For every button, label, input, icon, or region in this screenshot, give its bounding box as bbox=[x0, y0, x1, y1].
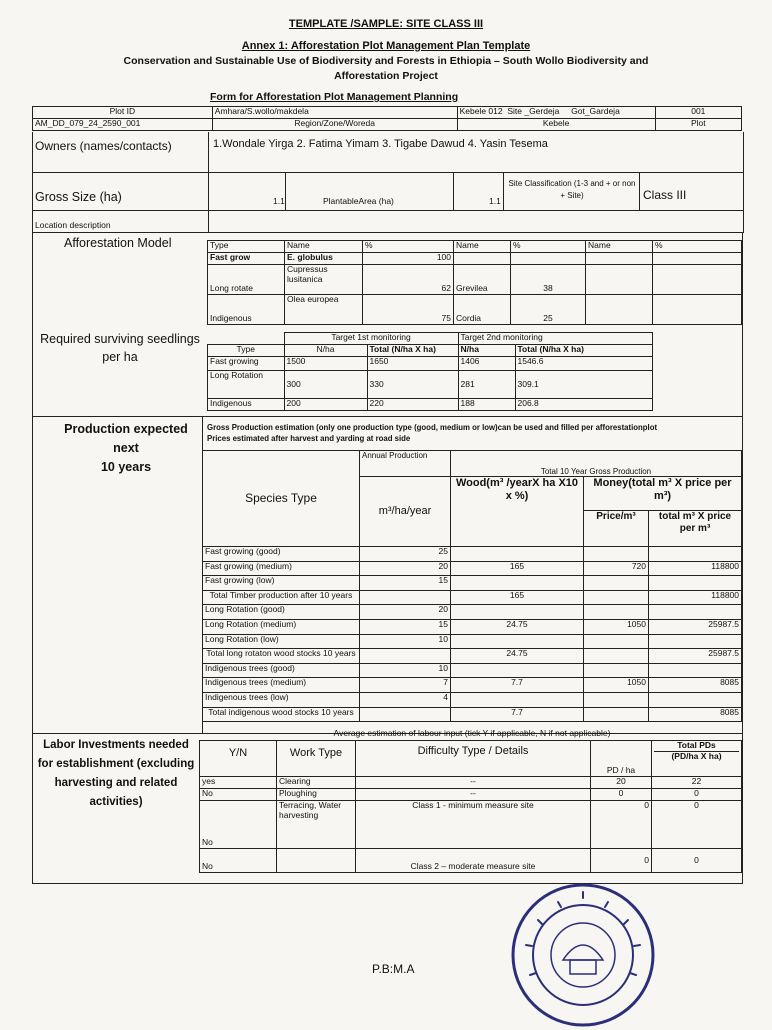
labor-row-yn: No bbox=[200, 789, 277, 801]
target1-label: Target 1st monitoring bbox=[284, 333, 458, 345]
model-row-name: E. globulus bbox=[285, 253, 363, 265]
region-label: Region/Zone/Woreda bbox=[212, 119, 457, 131]
labor-row-diff: Class 2 – moderate measure site bbox=[356, 849, 591, 873]
labor-row-pd: 0 bbox=[591, 789, 652, 801]
annex-title: Annex 1: Afforestation Plot Management Plan Template bbox=[241, 40, 531, 52]
production-cell-wood bbox=[451, 576, 584, 591]
labor-row-pd: 0 bbox=[591, 849, 652, 873]
seed-row-t1: 1650 bbox=[367, 357, 458, 371]
gross-size-value: 1.1 bbox=[273, 196, 285, 206]
location-label: Location description bbox=[35, 220, 111, 230]
seed-row-n1: 300 bbox=[284, 371, 367, 399]
production-cell-money bbox=[649, 576, 742, 591]
production-cell-label: Indigenous trees (good) bbox=[203, 663, 360, 678]
model-row-type: Long rotate bbox=[208, 265, 285, 295]
production-cell-money bbox=[649, 547, 742, 562]
production-row bbox=[203, 605, 742, 620]
model-h-pct3: % bbox=[653, 241, 742, 253]
production-cell-price bbox=[584, 634, 649, 649]
form-title: Form for Afforestation Plot Management Planning bbox=[210, 91, 459, 103]
production-cell-label: Long Rotation (good) bbox=[203, 605, 360, 620]
money-header: Money(total m³ X price per m³) bbox=[584, 477, 742, 511]
production-row bbox=[203, 663, 742, 678]
labor-row-pd: 0 bbox=[591, 801, 652, 849]
total-price-header: total m³ X price per m³ bbox=[649, 511, 742, 547]
site-class-label: Site Classification (1-3 and + or non + Site) bbox=[508, 179, 636, 200]
production-cell-label: Long Rotation (low) bbox=[203, 634, 360, 649]
seed-h-total: Total (N/ha X ha) bbox=[367, 345, 458, 357]
production-row bbox=[203, 576, 742, 591]
labor-h-total-main: Total PDs bbox=[677, 740, 716, 750]
production-cell-money: 25987.5 bbox=[649, 649, 742, 664]
labor-row-total: 0 bbox=[652, 849, 742, 873]
production-cell-annual: 20 bbox=[360, 605, 451, 620]
production-row bbox=[203, 619, 742, 634]
production-cell-label: Fast growing (low) bbox=[203, 576, 360, 591]
species-type-header: Species Type bbox=[203, 451, 360, 547]
production-cell-annual: 15 bbox=[360, 576, 451, 591]
project-line-1: Conservation and Sustainable Use of Biodiversity and Forests in Ethiopia – South Wollo Biodiversity and bbox=[123, 55, 649, 67]
seed-row-t2: 1546.6 bbox=[515, 357, 652, 371]
kebele-site-cell: Kebele 012 Site _Gerdeja Got_Gardeja bbox=[457, 107, 655, 119]
production-cell-wood: 165 bbox=[451, 590, 584, 605]
seed-h-total2: Total (N/ha X ha) bbox=[515, 345, 652, 357]
page-footer: P.B:M.A bbox=[372, 962, 415, 976]
site-class-value: Class III bbox=[643, 188, 687, 202]
seed-row-t2: 309.1 bbox=[515, 371, 652, 399]
location-box bbox=[32, 210, 744, 233]
production-cell-annual: 20 bbox=[360, 561, 451, 576]
labor-h-total-sub: (PD/ha X ha) bbox=[654, 751, 739, 762]
model-row-name2 bbox=[454, 253, 511, 265]
production-cell-wood bbox=[451, 605, 584, 620]
production-label-2: next bbox=[113, 441, 139, 455]
labor-h-diff: Difficulty Type / Details bbox=[356, 741, 591, 777]
seed-row-t1: 330 bbox=[367, 371, 458, 399]
production-cell-annual: 10 bbox=[360, 663, 451, 678]
production-cell-money: 8085 bbox=[649, 707, 742, 722]
labor-row-yn: yes bbox=[200, 777, 277, 789]
production-cell-money bbox=[649, 663, 742, 678]
production-cell-wood: 7.7 bbox=[451, 707, 584, 722]
seed-row-t1: 220 bbox=[367, 399, 458, 411]
labor-table bbox=[199, 740, 742, 873]
seed-row-n2: 281 bbox=[458, 371, 515, 399]
labor-h-total bbox=[652, 741, 742, 777]
labor-row-diff: Class 1 - minimum measure site bbox=[356, 801, 591, 849]
labor-h-yn: Y/N bbox=[200, 741, 277, 777]
seed-h-nha2: N/ha bbox=[458, 345, 515, 357]
production-cell-price bbox=[584, 576, 649, 591]
model-row-name: Cupressus lusitanica bbox=[285, 265, 363, 295]
kebele-label: Kebele bbox=[457, 119, 655, 131]
production-cell-price bbox=[584, 663, 649, 678]
seed-h-type: Type bbox=[208, 345, 285, 357]
labor-row-yn: No bbox=[200, 801, 277, 849]
model-h-name3: Name bbox=[586, 241, 653, 253]
owners-box bbox=[32, 132, 744, 173]
production-label bbox=[46, 420, 206, 477]
production-row bbox=[203, 692, 742, 707]
labor-row-total: 0 bbox=[652, 789, 742, 801]
official-stamp-icon bbox=[508, 880, 658, 1030]
production-cell-price: 720 bbox=[584, 561, 649, 576]
plantable-value: 1.1 bbox=[489, 196, 501, 206]
production-cell-annual bbox=[360, 707, 451, 722]
labor-row-work: Clearing bbox=[277, 777, 356, 789]
model-h-name2: Name bbox=[454, 241, 511, 253]
model-h-pct1: % bbox=[363, 241, 454, 253]
production-cell-money bbox=[649, 605, 742, 620]
production-label-1: Production expected bbox=[64, 422, 188, 436]
region-value: Amhara/S.wollo/makdela bbox=[212, 107, 457, 119]
seed-row-n1: 1500 bbox=[284, 357, 367, 371]
production-cell-money bbox=[649, 634, 742, 649]
production-cell-annual: 25 bbox=[360, 547, 451, 562]
production-cell-label: Total Timber production after 10 years bbox=[203, 590, 360, 605]
production-label-3: 10 years bbox=[100, 460, 152, 474]
labor-row-pd: 20 bbox=[591, 777, 652, 789]
annual-production-header: Annual Production bbox=[360, 451, 451, 477]
seed-row-type: Indigenous bbox=[208, 399, 285, 411]
labor-h-work: Work Type bbox=[277, 741, 356, 777]
production-table bbox=[202, 450, 742, 722]
model-h-pct2: % bbox=[511, 241, 586, 253]
model-row-pct2 bbox=[511, 253, 586, 265]
production-cell-wood: 24.75 bbox=[451, 619, 584, 634]
production-note: Gross Production estimation (only one production type (good, medium or low)can be used and filled per afforestationplot Prices estimated after harvest and yarding at road side bbox=[207, 423, 658, 443]
seed-row-type: Long Rotation bbox=[208, 371, 285, 399]
model-row-type: Fast grow bbox=[208, 253, 285, 265]
plantable-label: PlantableArea (ha) bbox=[323, 196, 394, 206]
model-row-pct2: 25 bbox=[511, 295, 586, 325]
production-row bbox=[203, 634, 742, 649]
production-cell-wood: 24.75 bbox=[451, 649, 584, 664]
project-line-2: Afforestation Project bbox=[334, 70, 438, 82]
model-label: Afforestation Model bbox=[64, 236, 172, 250]
labor-row-diff: -- bbox=[356, 789, 591, 801]
model-h-type: Type bbox=[208, 241, 285, 253]
production-cell-price bbox=[584, 590, 649, 605]
production-cell-wood: 165 bbox=[451, 561, 584, 576]
production-cell-wood: 7.7 bbox=[451, 678, 584, 693]
production-cell-label: Indigenous trees (medium) bbox=[203, 678, 360, 693]
production-cell-price: 1050 bbox=[584, 678, 649, 693]
seed-row-t2: 206.8 bbox=[515, 399, 652, 411]
model-h-name1: Name bbox=[285, 241, 363, 253]
model-row-pct: 100 bbox=[363, 253, 454, 265]
plot-no: 001 bbox=[655, 107, 741, 119]
labor-avg-note: Average estimation of labour input (tick Y if applicable, N if not applicable) bbox=[333, 728, 611, 738]
production-cell-price bbox=[584, 547, 649, 562]
model-row-name2: Cordia bbox=[454, 295, 511, 325]
model-table bbox=[207, 240, 742, 325]
production-row bbox=[203, 547, 742, 562]
production-cell-label: Fast growing (medium) bbox=[203, 561, 360, 576]
seed-row-n1: 200 bbox=[284, 399, 367, 411]
production-cell-label: Long Rotation (medium) bbox=[203, 619, 360, 634]
labor-row-yn: No bbox=[200, 849, 277, 873]
production-cell-annual: 15 bbox=[360, 619, 451, 634]
owners-label: Owners (names/contacts) bbox=[35, 139, 172, 153]
production-cell-wood bbox=[451, 663, 584, 678]
production-cell-money: 25987.5 bbox=[649, 619, 742, 634]
production-cell-label: Total long rotaton wood stocks 10 years bbox=[203, 649, 360, 664]
production-cell-annual bbox=[360, 649, 451, 664]
model-row-pct: 75 bbox=[363, 295, 454, 325]
plot-id-label: Plot ID bbox=[33, 107, 213, 119]
production-cell-label: Fast growing (good) bbox=[203, 547, 360, 562]
target2-label: Target 2nd monitoring bbox=[458, 333, 652, 345]
production-cell-price bbox=[584, 605, 649, 620]
production-row bbox=[203, 649, 742, 664]
production-cell-label: Total indigenous wood stocks 10 years bbox=[203, 707, 360, 722]
production-cell-annual: 10 bbox=[360, 634, 451, 649]
production-cell-annual bbox=[360, 590, 451, 605]
production-cell-money: 8085 bbox=[649, 678, 742, 693]
production-cell-price: 1050 bbox=[584, 619, 649, 634]
production-cell-price bbox=[584, 649, 649, 664]
production-cell-label: Indigenous trees (low) bbox=[203, 692, 360, 707]
production-row bbox=[203, 678, 742, 693]
owners-value: 1.Wondale Yirga 2. Fatima Yimam 3. Tigabe Dawud 4. Yasin Tesema bbox=[213, 138, 548, 150]
gross-size-label: Gross Size (ha) bbox=[35, 190, 122, 204]
production-cell-wood bbox=[451, 692, 584, 707]
plot-id-table bbox=[32, 106, 742, 131]
production-cell-price bbox=[584, 707, 649, 722]
model-row-name2: Grevilea bbox=[454, 265, 511, 295]
labor-label: Labor Investments needed for establishment (excluding harvesting and related activities) bbox=[37, 739, 195, 808]
model-row-pct2: 38 bbox=[511, 265, 586, 295]
seed-h-nha: N/ha bbox=[284, 345, 367, 357]
model-row-name: Olea europea bbox=[285, 295, 363, 325]
seed-row-n2: 188 bbox=[458, 399, 515, 411]
production-cell-money bbox=[649, 692, 742, 707]
production-cell-annual: 4 bbox=[360, 692, 451, 707]
production-cell-wood bbox=[451, 634, 584, 649]
seed-row-n2: 1406 bbox=[458, 357, 515, 371]
seedlings-label: Required surviving seedlings per ha bbox=[40, 332, 200, 364]
annual-unit-header: m³/ha/year bbox=[360, 477, 451, 547]
labor-row-diff: -- bbox=[356, 777, 591, 789]
labor-row-total: 0 bbox=[652, 801, 742, 849]
production-cell-money: 118800 bbox=[649, 561, 742, 576]
gross-size-box bbox=[32, 172, 744, 211]
production-cell-money: 118800 bbox=[649, 590, 742, 605]
price-header: Price/m³ bbox=[584, 511, 649, 547]
seed-row-type: Fast growing bbox=[208, 357, 285, 371]
production-row bbox=[203, 590, 742, 605]
production-cell-wood bbox=[451, 547, 584, 562]
production-row bbox=[203, 707, 742, 722]
wood-header: Wood(m³ /yearX ha X10 x %) bbox=[451, 477, 584, 547]
production-cell-annual: 7 bbox=[360, 678, 451, 693]
labor-h-pd: PD / ha bbox=[591, 741, 652, 777]
total-10yr-header: Total 10 Year Gross Production bbox=[451, 451, 742, 477]
labor-row-work: Terracing, Water harvesting bbox=[277, 801, 356, 849]
production-row bbox=[203, 561, 742, 576]
page-title: TEMPLATE /SAMPLE: SITE CLASS III bbox=[288, 18, 484, 30]
plot-label: Plot bbox=[655, 119, 741, 131]
labor-row-work bbox=[277, 849, 356, 873]
seedlings-table bbox=[207, 332, 742, 411]
plot-id-value: AM_DD_079_24_2590_001 bbox=[33, 119, 213, 131]
production-cell-price bbox=[584, 692, 649, 707]
model-row-pct: 62 bbox=[363, 265, 454, 295]
labor-row-work: Ploughing bbox=[277, 789, 356, 801]
model-row-type: Indigenous bbox=[208, 295, 285, 325]
labor-row-total: 22 bbox=[652, 777, 742, 789]
